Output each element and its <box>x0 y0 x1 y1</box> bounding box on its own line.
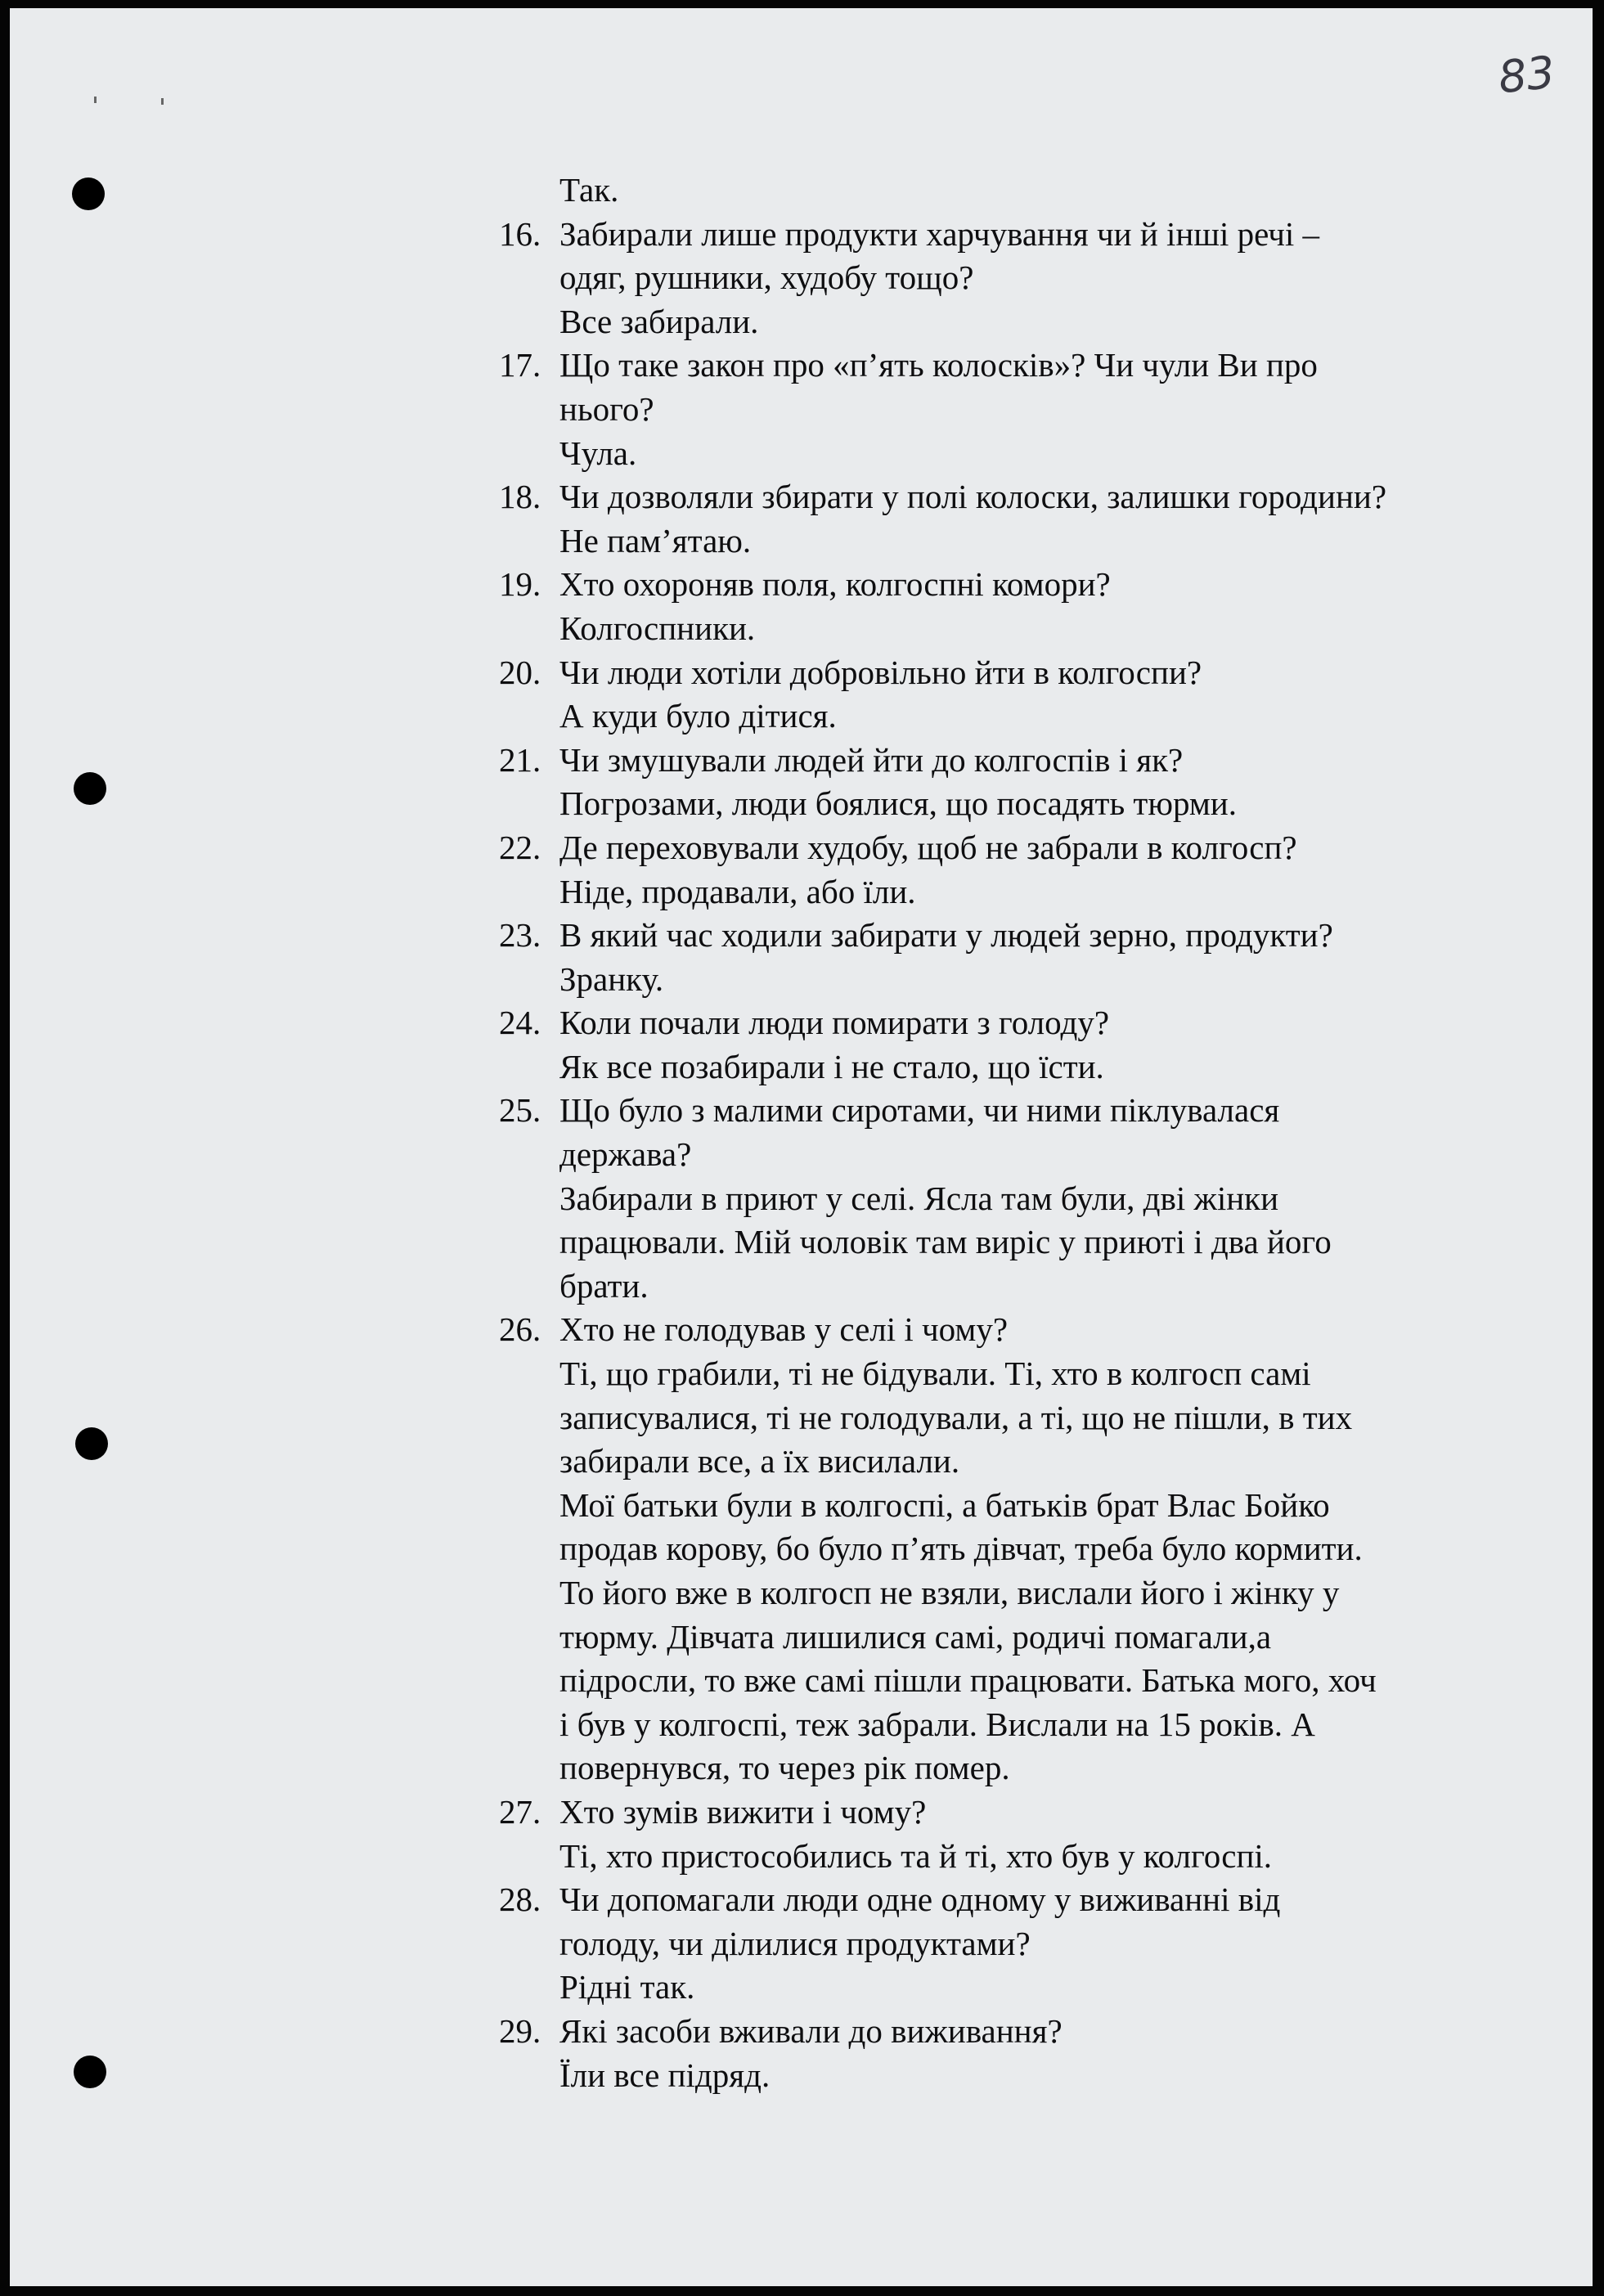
question-item <box>499 213 1505 344</box>
question-text: Що було з малими сиротами, чи ними піклувалася <box>559 1091 1280 1130</box>
question-item <box>499 826 1505 914</box>
answer-text: працювали. Мій чоловік там виріс у приюті і два його <box>559 1223 1332 1261</box>
answer-text: Як все позабирали і не стало, що їсти. <box>559 1047 1104 1085</box>
answer-text: Забирали в приют у селі. Ясла там були, дві жінки <box>559 1179 1279 1217</box>
question-number: 24. <box>499 1004 541 1042</box>
answer-text: Рідні так. <box>559 1968 695 2006</box>
answer-text: Ніде, продавали, або їли. <box>559 872 916 910</box>
question-item <box>499 475 1505 563</box>
question-item <box>499 563 1505 650</box>
answer-text: забирали все, а їх висилали. <box>559 1442 960 1480</box>
question-number: 29. <box>499 2011 541 2050</box>
question-item <box>499 914 1505 1001</box>
answer-text: Їли все підряд. <box>559 2056 771 2094</box>
document-page <box>10 8 1593 2286</box>
question-text: Коли почали люди помирати з голоду? <box>559 1004 1110 1042</box>
answer-text: повернувся, то через рік помер. <box>559 1749 1010 1787</box>
question-number: 19. <box>499 565 541 604</box>
question-number: 20. <box>499 653 541 691</box>
answer-text: і був у колгоспі, теж забрали. Вислали на 15 років. А <box>559 1705 1315 1743</box>
question-text: Чи допомагали люди одне одному у виживанні від <box>559 1880 1281 1919</box>
question-number: 18. <box>499 478 541 516</box>
question-number: 17. <box>499 346 541 384</box>
margin-mark <box>161 98 164 105</box>
question-item <box>499 1308 1505 1791</box>
question-item <box>499 1001 1505 1089</box>
question-item <box>499 1791 1505 1878</box>
question-number: 27. <box>499 1792 541 1831</box>
question-text: В який час ходили забирати у людей зерно, продукти? <box>559 916 1333 955</box>
question-item <box>499 1089 1505 1308</box>
question-text: Чи змушували людей йти до колгоспів і як? <box>559 740 1184 779</box>
punch-hole <box>72 177 105 210</box>
question-item <box>499 739 1505 826</box>
answer-15: Так. <box>559 171 619 209</box>
margin-mark <box>94 97 97 103</box>
answer-text: Все забирали. <box>559 302 759 340</box>
question-text: одяг, рушники, худобу тощо? <box>559 258 974 297</box>
answer-text: То його вже в колгосп не взяли, вислали його і жінку у <box>559 1574 1340 1611</box>
punch-hole <box>74 772 106 805</box>
question-item <box>499 651 1505 739</box>
question-number: 26. <box>499 1310 541 1349</box>
punch-hole <box>75 1427 108 1460</box>
answer-text: Мої батьки були в колгоспі, а батьків брат Влас Бойко <box>559 1485 1330 1524</box>
question-text: Де переховували худобу, щоб не забрали в колгосп? <box>559 828 1297 866</box>
question-list <box>499 213 1505 2098</box>
answer-text: підросли, то вже самі пішли працювати. Батька мого, хоч <box>559 1661 1377 1700</box>
answer-text: продав корову, бо було п’ять дівчат, треба було кормити. <box>559 1530 1363 1568</box>
question-number: 23. <box>499 916 541 955</box>
question-text: Чи дозволяли збирати у полі колоски, залишки городини? <box>559 478 1387 516</box>
question-number: 21. <box>499 740 541 779</box>
question-text: Які засоби вживали до виживання? <box>559 2011 1063 2050</box>
question-text: Хто охороняв поля, колгоспні комори? <box>559 565 1111 604</box>
answer-text: Ті, хто пристособились та й ті, хто був у колгоспі. <box>559 1836 1273 1875</box>
question-text: нього? <box>559 389 654 428</box>
question-text: Хто зумів вижити і чому? <box>559 1792 927 1831</box>
question-number: 25. <box>499 1091 541 1130</box>
question-item <box>499 1878 1505 2010</box>
question-text: Що таке закон про «п’ять колосків»? Чи чули Ви про <box>559 346 1318 384</box>
interview-text <box>499 168 1505 2097</box>
punch-hole <box>74 2056 106 2088</box>
question-number: 28. <box>499 1880 541 1919</box>
answer-text: Ті, що грабили, ті не бідували. Ті, хто в колгосп самі <box>559 1355 1311 1393</box>
question-text: голоду, чи ділилися продуктами? <box>559 1924 1031 1962</box>
page-number: 83 <box>1495 46 1557 104</box>
answer-text: Не пам’ятаю. <box>559 521 752 559</box>
answer-text: тюрму. Дівчата лишилися самі, родичі помагали,а <box>559 1617 1272 1656</box>
question-text: Забирали лише продукти харчування чи й інші речі – <box>559 214 1320 253</box>
answer-text: брати. <box>559 1266 649 1305</box>
question-text: Хто не голодував у селі і чому? <box>559 1310 1009 1349</box>
answer-text: Зранку. <box>559 959 664 998</box>
question-item <box>499 2010 1505 2097</box>
answer-text: Колгоспники. <box>559 609 756 647</box>
answer-text: Чула. <box>559 434 637 472</box>
question-text: Чи люди хотіли добровільно йти в колгоспи? <box>559 653 1202 691</box>
answer-text: А куди було дітися. <box>559 697 837 735</box>
question-number: 22. <box>499 828 541 866</box>
answer-text: Погрозами, люди боялися, що посадять тюрми. <box>559 784 1237 823</box>
question-text: держава? <box>559 1135 692 1174</box>
answer-text: записувалися, ті не голодували, а ті, що не пішли, в тих <box>559 1398 1353 1436</box>
question-number: 16. <box>499 214 541 253</box>
question-item <box>499 344 1505 475</box>
